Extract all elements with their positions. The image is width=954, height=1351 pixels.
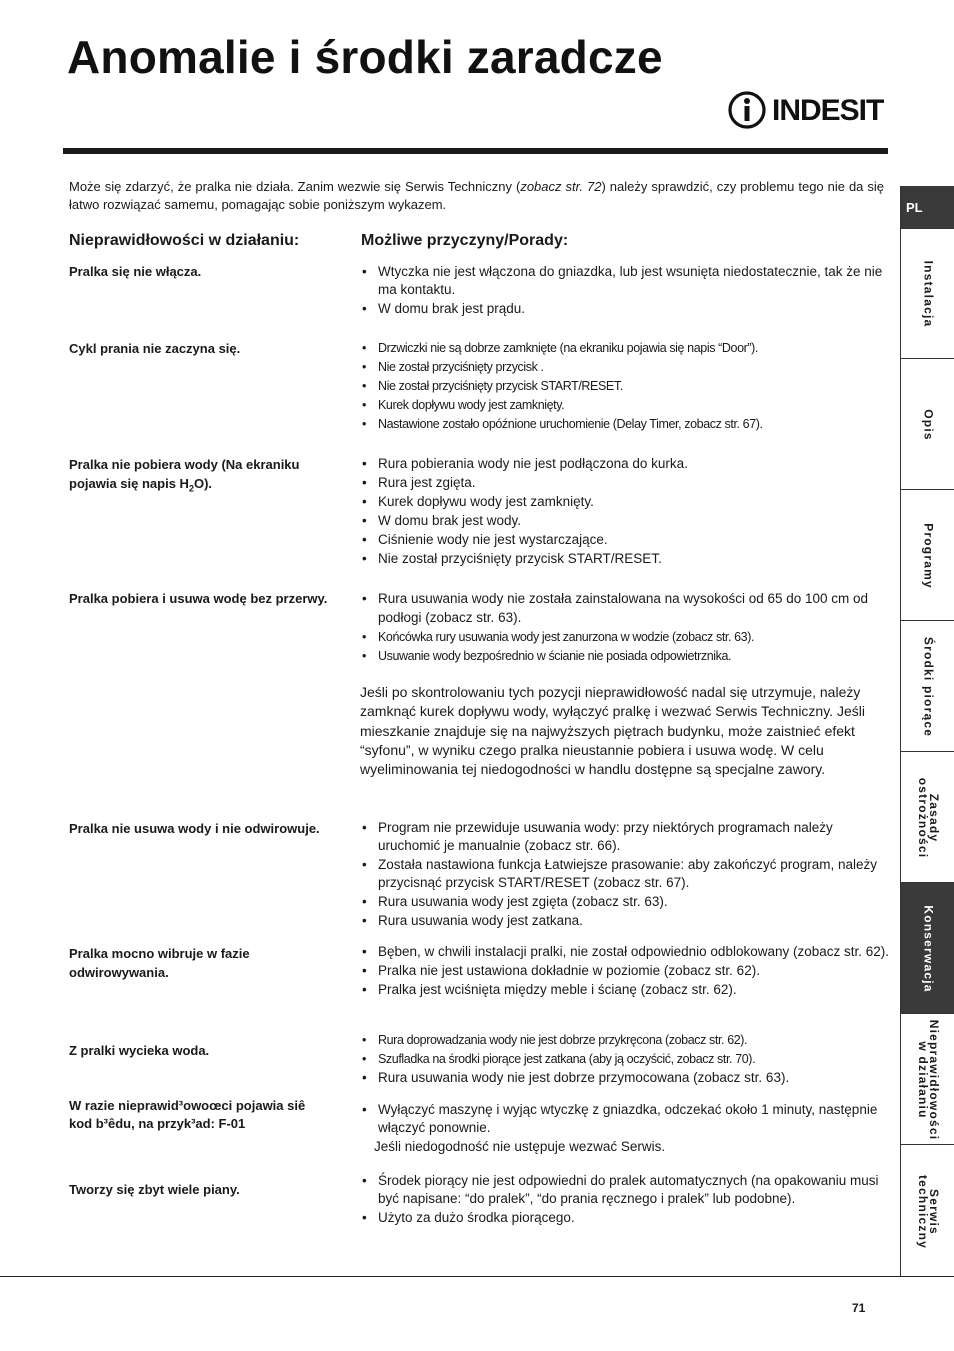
problem-label: W razie nieprawid³owoœci pojawia siê kod b³êdu, na przyk³ad: F-01	[69, 1098, 306, 1131]
causes-list	[360, 943, 890, 1000]
list-item: • Rura usuwania wody nie została zainstalowana na wysokości od 65 do 100 cm od podłogi (zobacz str. 63).	[360, 589, 890, 627]
list-item: • Użyto za dużo środka piorącego.	[360, 1209, 890, 1227]
info-paragraph: Jeśli po skontrolowaniu tych pozycji nieprawidłowość nadal się utrzymuje, należy zamknąć kurek dopływu wody, wyłączyć pralkę i wezwać Serwis Techniczny. Jeśli mieszkanie znajduje się na najwyższych piętrach budynku, może zaistnieć efekt “syfonu”, w wyniku czego pralka nieustannie pobiera i usuwa wodę. W celu wyeliminowania tej niedogodności w handlu dostępne są specjalne zawory.	[360, 684, 865, 778]
list-item: • Nie został przyciśnięty przycisk START/RESET.	[360, 550, 890, 568]
list-item: • W domu brak jest prądu.	[360, 300, 890, 318]
causes-list	[360, 1172, 890, 1228]
list-item: • Została nastawiona funkcja Łatwiejsze prasowanie: aby zakończyć program, należy przycisnąć przycisk START/RESET (zobacz str. 67).	[360, 856, 890, 892]
list-item: • Rura usuwania wody jest zgięta (zobacz str. 63).	[360, 893, 890, 911]
causes-list	[360, 1101, 890, 1156]
list-item: • Nastawione zostało opóźnione uruchomienie (Delay Timer, zobacz str. 67).	[360, 415, 890, 433]
list-item: • Rura usuwania wody nie jest dobrze przymocowana (zobacz str. 63).	[360, 1069, 890, 1087]
tab-nieprawidlowosci[interactable]: Nieprawidłowości w działaniu	[901, 1013, 954, 1145]
causes-list	[360, 589, 890, 779]
causes-list	[360, 339, 890, 434]
tab-instalacja[interactable]: Instalacja	[901, 228, 954, 359]
list-item: • Rura usuwania wody jest zatkana.	[360, 912, 890, 930]
tab-serwis-techniczny[interactable]: Serwis techniczny	[901, 1144, 954, 1278]
list-item: • Środek piorący nie jest odpowiedni do pralek automatycznych (na opakowaniu musi być napisane: “do pralek”, “do prania ręcznego i pralek” lub podobne).	[360, 1172, 890, 1208]
tab-konserwacja[interactable]: Konserwacja	[901, 882, 954, 1014]
list-item: • Nie został przyciśnięty przycisk .	[360, 358, 890, 376]
list-item: • Ciśnienie wody nie jest wystarczające.	[360, 531, 890, 549]
list-item: • Kurek dopływu wody jest zamknięty.	[360, 396, 890, 414]
list-item: • Szufladka na środki piorące jest zatkana (aby ją oczyścić, zobacz str. 70).	[360, 1050, 890, 1068]
problem-label: Pralka mocno wibruje w fazie odwirowywania.	[69, 946, 250, 980]
list-item: • Bęben, w chwili instalacji pralki, nie został odpowiednio odblokowany (zobacz str. 62).	[360, 943, 890, 961]
list-item: • Pralka jest wciśnięta między meble i ścianę (zobacz str. 62).	[360, 981, 890, 999]
title-rule	[63, 148, 888, 154]
language-tab[interactable]: PL	[901, 186, 954, 228]
page-title: Anomalie i środki zaradcze	[67, 31, 663, 83]
list-item: • Rura jest zgięta.	[360, 474, 890, 492]
tab-srodki-piorace[interactable]: Środki piorące	[901, 620, 954, 752]
footer-rule	[0, 1276, 954, 1277]
list-item: • Rura pobierania wody nie jest podłączona do kurka.	[360, 455, 890, 473]
tab-programy[interactable]: Programy	[901, 489, 954, 621]
causes-list	[360, 263, 890, 319]
list-item: • Usuwanie wody bezpośrednio w ścianie nie posiada odpowietrznika.	[360, 647, 890, 665]
note-text: Jeśli niedogodność nie ustępuje wezwać Serwis.	[374, 1139, 666, 1154]
list-item: • Program nie przewiduje usuwania wody: przy niektórych programach należy uruchomić je manualnie (zobacz str. 66).	[360, 819, 890, 855]
problem-label: Cykl prania nie zaczyna się.	[69, 341, 241, 356]
tab-opis[interactable]: Opis	[901, 358, 954, 490]
problem-label: Z pralki wycieka woda.	[69, 1043, 210, 1058]
list-item: • Wyłączyć maszynę i wyjąc wtyczkę z gniazdka, odczekać około 1 minuty, następnie włączyć ponownie.	[360, 1101, 890, 1137]
section-sidebar	[900, 186, 954, 1277]
brand-logo	[728, 90, 888, 130]
intro-text: Może się zdarzyć, że pralka nie działa. Zanim wezwie się Serwis Techniczny (zobacz str. 72) należy sprawdzić, czy problemu tego nie da się łatwo rozwiązać samemu, pomagając sobie poniższym wykazem.	[69, 179, 884, 212]
brand-name: INDESIT	[772, 94, 884, 127]
problem-label: Pralka nie usuwa wody i nie odwirowuje.	[69, 821, 320, 836]
page-number: 71	[852, 1301, 866, 1315]
list-item: • Rura doprowadzania wody nie jest dobrze przykręcona (zobacz str. 62).	[360, 1031, 890, 1049]
causes-header: Możliwe przyczyny/Porady:	[361, 232, 569, 249]
list-item: • Końcówka rury usuwania wody jest zanurzona w wodzie (zobacz str. 63).	[360, 628, 890, 646]
tab-zasady-ostroznosci[interactable]: Zasady ostrożności	[901, 751, 954, 883]
problems-header: Nieprawidłowości w działaniu:	[69, 232, 300, 249]
problem-label: Tworzy się zbyt wiele piany.	[69, 1182, 240, 1197]
list-item: • Drzwiczki nie są dobrze zamknięte (na ekraniku pojawia się napis “Door”).	[360, 339, 890, 357]
problem-label: Pralka nie pobiera wody (Na ekraniku pojawia się napis $H_2O$).	[69, 457, 300, 494]
problem-label: Pralka się nie włącza.	[69, 264, 202, 279]
list-item: • Nie został przyciśnięty przycisk START/RESET.	[360, 377, 890, 395]
causes-list	[360, 1031, 890, 1088]
list-item: • Wtyczka nie jest włączona do gniazdka, lub jest wsunięta niedostatecznie, tak że nie ma kontaktu.	[360, 263, 890, 299]
brand-logo-icon	[728, 90, 768, 130]
list-item: • Pralka nie jest ustawiona dokładnie w poziomie (zobacz str. 62).	[360, 962, 890, 980]
problem-label: Pralka pobiera i usuwa wodę bez przerwy.	[69, 591, 328, 606]
causes-list	[360, 455, 890, 569]
list-item: • Kurek dopływu wody jest zamknięty.	[360, 493, 890, 511]
list-item: • W domu brak jest wody.	[360, 512, 890, 530]
causes-list	[360, 819, 890, 931]
